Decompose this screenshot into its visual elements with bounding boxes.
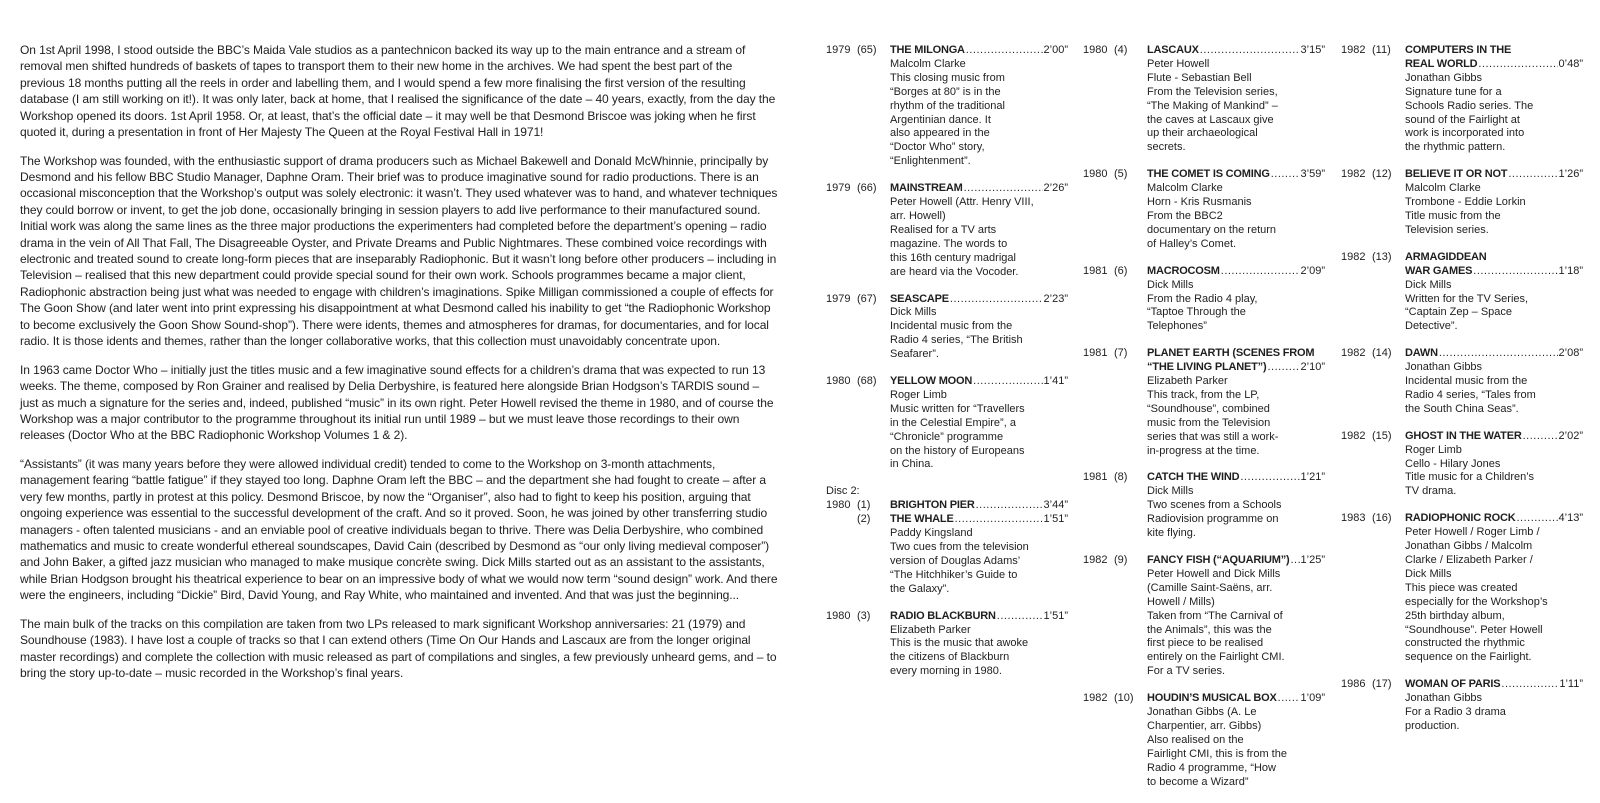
track-entry <box>1083 265 1325 335</box>
track-credit-line: the caves at Lascaux give <box>1147 113 1274 126</box>
track-title: “THE LIVING PLANET”) <box>1147 361 1267 374</box>
track-credit-line: of Halley’s Comet. <box>1147 237 1237 250</box>
track-duration: 1’21” <box>1300 471 1325 484</box>
track-year: 1979 <box>826 182 851 195</box>
track-year: 1982 <box>1341 44 1366 56</box>
track-credit-line: Music written for “Travellers <box>890 402 1025 415</box>
track-duration: 2’23” <box>1043 292 1068 305</box>
track-duration: 2’08” <box>1558 347 1583 360</box>
track-year: 1981 <box>1083 347 1108 360</box>
dot-leader <box>950 293 1043 307</box>
track-credit-line: Malcolm Clarke <box>1405 182 1481 195</box>
track-duration: 1’25” <box>1300 554 1325 566</box>
track-duration: 4’13” <box>1558 512 1583 525</box>
track-year: 1986 <box>1341 678 1366 691</box>
track-credit-line: Malcolm Clarke <box>1147 182 1223 195</box>
track-title: SEASCAPE <box>890 292 949 305</box>
track-title-row <box>1147 265 1325 279</box>
track-credit-line: Dick Mills <box>1147 278 1194 291</box>
track-title-row <box>890 182 1068 196</box>
track-year <box>826 513 857 596</box>
track-title-row <box>1147 361 1325 375</box>
track-credit-line: up their archaeological <box>1147 127 1258 140</box>
track-duration: 3’44” <box>1043 499 1068 512</box>
track-credit-line: Seafarer”. <box>890 348 939 361</box>
track-title: REAL WORLD <box>1405 57 1478 70</box>
track-entry <box>826 513 1068 596</box>
track-credit-line: kite flying. <box>1147 527 1196 540</box>
dot-leader <box>1523 430 1558 444</box>
track-number: (68) <box>857 375 877 388</box>
track-credit-line: TV drama. <box>1405 485 1457 498</box>
track-credit-line: Jonathan Gibbs <box>1405 361 1483 374</box>
track-details <box>1405 251 1583 334</box>
track-credit-line: Telephones” <box>1147 320 1207 333</box>
track-title-row <box>1147 168 1325 182</box>
track-title-row <box>890 293 1068 307</box>
track-entry <box>1341 512 1583 665</box>
track-credit-line: entirely on the Fairlight CMI. <box>1147 651 1285 664</box>
track-credit-line: For a TV series. <box>1147 665 1226 678</box>
track-credit-line: Taken from “The Carnival of <box>1147 609 1283 622</box>
track-credit-line: Dick Mills <box>890 306 937 319</box>
track-credit-line: Elizabeth Parker <box>890 623 971 636</box>
track-title: MAINSTREAM <box>890 182 963 195</box>
track-title: HOUDIN’S MUSICAL BOX <box>1147 692 1277 705</box>
track-number: (4) <box>1114 44 1128 56</box>
dot-leader <box>1271 168 1300 182</box>
track-number: (66) <box>857 182 877 195</box>
track-duration: 2’10” <box>1300 361 1325 374</box>
track-duration: 3’15” <box>1300 44 1325 56</box>
track-credit-line: “The Making of Mankind” – <box>1147 99 1278 112</box>
track-details <box>890 513 1068 596</box>
track-entry <box>826 499 1068 513</box>
track-number: (13) <box>1372 250 1392 263</box>
dot-leader <box>1200 44 1300 58</box>
track-credit-line: Schools Radio series. The <box>1405 99 1534 112</box>
track-details <box>1405 678 1583 734</box>
track-details <box>1405 512 1583 665</box>
track-credit-line: This track, from the LP, <box>1147 388 1260 401</box>
track-title-row <box>1405 347 1583 361</box>
track-credit-line: Two scenes from a Schools <box>1147 499 1282 512</box>
track-credit-line: Paddy Kingsland <box>890 527 973 540</box>
dot-leader <box>1240 471 1299 485</box>
track-credit-line: This closing music from <box>890 71 1005 84</box>
track-title-line: PLANET EARTH (SCENES FROM <box>1147 347 1315 360</box>
track-credit-line: the citizens of Blackburn <box>890 651 1010 664</box>
track-credit-line: secrets. <box>1147 141 1186 154</box>
track-number: (65) <box>857 44 877 56</box>
track-credit-line: especially for the Workshop’s <box>1405 595 1548 608</box>
track-credit-line: “Soundhouse”, combined <box>1147 402 1270 415</box>
track-year: 1980 <box>1083 168 1108 181</box>
track-title-row <box>1405 430 1583 444</box>
track-title: LASCAUX <box>1147 44 1199 56</box>
track-title: RADIOPHONIC ROCK <box>1405 512 1516 525</box>
track-credit-line: From the BBC2 <box>1147 209 1223 222</box>
track-credit-line: Jonathan Gibbs <box>1405 692 1483 705</box>
track-credit-line: “Doctor Who” story, <box>890 141 985 154</box>
track-credit-line: Jonathan Gibbs <box>1405 71 1483 84</box>
track-entry <box>826 293 1068 363</box>
track-details <box>1147 265 1325 335</box>
track-year: 1983 <box>1341 512 1366 525</box>
track-credit-line: the Animals”, this was the <box>1147 623 1272 636</box>
track-title-row <box>890 610 1068 624</box>
track-duration: 1’09” <box>1300 692 1325 705</box>
track-credit-line: From the Radio 4 play, <box>1147 292 1258 305</box>
essay-paragraph: The Workshop was founded, with the enthusiastic support of drama producers such as Michael Bakewell and Donald McWhinnie, principally by Desmond and his fellow BBC Studio Manager, Daphne Oram. Their brief was to produce imaginative sound for radio productions. There is an occasional misconception that the Workshop’s output was solely electronic: it wasn’t. They used whatever was to hand, and whatever techniques they could borrow or invent, to get the job done, occasionally bringing in session players to add live performance to their manufactured sound. Initial work was along the same lines as the three major productions the experimenters had completed before the department’s opening – radio drama in the vein of All That Fall, The Disagreeable Oyster, and Private Dreams and Public Nightmares. These combined voice recordings with electronic and treated sound to create long-form pieces that are inseparably Radiophonic. But it wasn’t long before other producers – including in Television – realised that this new department could provide special sound for their own work. Schools programmes became a major client, Radiophonic abstraction being just what was needed to engage with children’s imaginations. Spike Milligan commissioned a couple of effects for The Goon Show (and later went into print expressing his disappointment at what Desmond called his inability to get “the Radiophonic Workshop to become exclusively the Goon Show Sound-shop”). There were idents, themes and atmospheres for dramas, for documentaries, and for local radio. It is those idents and themes, rather than the longer collaborative works, that this collection must unavoidably concentrate upon. <box>20 153 778 349</box>
track-title-line: COMPUTERS IN THE <box>1405 44 1512 56</box>
track-credit-line: documentary on the return <box>1147 223 1277 236</box>
track-entry <box>1341 168 1583 238</box>
track-credit-line: this 16th century madrigal <box>890 251 1016 264</box>
track-year: 1982 <box>1341 250 1366 263</box>
track-details <box>1147 471 1325 541</box>
track-credit-line: work is incorporated into <box>1405 127 1525 140</box>
track-year: 1981 <box>1083 264 1108 277</box>
dot-leader <box>966 44 1043 58</box>
track-credit-line: Written for the TV Series, <box>1405 292 1529 305</box>
dot-leader <box>1501 678 1558 692</box>
track-title-row <box>1405 265 1583 279</box>
track-credit-line: Title music from the <box>1405 209 1501 222</box>
track-details <box>1147 168 1325 251</box>
track-credit-line: on the history of Europeans <box>890 444 1025 457</box>
track-credit-line: to become a Wizard” <box>1147 775 1249 788</box>
track-title: WAR GAMES <box>1405 264 1473 277</box>
track-duration: 3’59” <box>1300 168 1325 181</box>
track-credit-line: in China. <box>890 458 934 471</box>
track-details <box>890 499 1068 513</box>
track-credit-line: Argentinian dance. It <box>890 113 991 126</box>
track-credit-line: Also realised on the <box>1147 733 1244 746</box>
dot-leader <box>973 375 1042 389</box>
track-duration: 1’11” <box>1559 678 1583 691</box>
essay-paragraph: The main bulk of the tracks on this compilation are taken from two LPs released to mark significant Workshop anniversaries: 21 (1979) and Soundhouse (1983). I have lost a couple of tracks so that I can extend others (Time On Our Hands and Lascaux are from the longer original master recordings) and complete the collection with music released as part of compilations and singles, a few previously unheard gems, and – to bring the story up-to-date – music recorded in the Workshop’s final years. <box>20 616 777 680</box>
track-number: (15) <box>1372 429 1392 442</box>
essay-paragraph: On 1st April 1998, I stood outside the BBC’s Maida Vale studios as a pantechnicon backed its way up to the main entrance and a stream of removal men shifted hundreds of baskets of tapes to transport them to their new home in the archives. We had spent the best part of the previous 18 months putting all the reels in order and labelling them, and I would spend a few more finalising the first version of the resulting database (I am still working on it!). It was only later, back at home, that I realised the significance of the date – 40 years, exactly, from the day the Workshop opened its doors. 1st April 1958. Or, at least, that’s the official date – it may well be that Desmond Briscoe was joking when he first quoted it, during a presentation in front of Her Majesty The Queen at the Royal Festival Hall in 1971! <box>20 43 776 140</box>
track-number: (5) <box>1114 168 1128 181</box>
track-credit-line: Jonathan Gibbs / Malcolm <box>1405 540 1533 553</box>
track-credit-line: Elizabeth Parker <box>1147 375 1228 388</box>
track-credit-line: Clarke / Elizabeth Parker / <box>1405 554 1533 566</box>
track-title-row <box>1405 678 1583 692</box>
track-credit-line: Peter Howell (Attr. Henry VIII, <box>890 196 1034 209</box>
track-details <box>890 182 1068 279</box>
track-credit-line: Detective”. <box>1405 320 1458 333</box>
track-credit-line: series that was still a work- <box>1147 430 1279 443</box>
track-title-row <box>890 44 1068 58</box>
dot-leader <box>1516 512 1557 526</box>
track-year: 1979 <box>826 292 851 305</box>
track-entry <box>1083 471 1325 541</box>
track-credit-line: Jonathan Gibbs (A. Le <box>1147 706 1257 719</box>
track-title: RADIO BLACKBURN <box>890 609 996 622</box>
track-credit-line: Dick Mills <box>1405 278 1452 291</box>
track-credit-line: Flute - Sebastian Bell <box>1147 71 1252 84</box>
tracklist-column-2 <box>1083 44 1325 803</box>
track-credit-line: Title music for a Children’s <box>1405 471 1534 484</box>
track-details <box>1147 554 1325 679</box>
track-year: 1982 <box>1341 168 1366 181</box>
track-credit-line: Incidental music from the <box>890 320 1013 333</box>
track-number: (1) <box>857 499 871 512</box>
track-credit-line: magazine. The words to <box>890 237 1008 250</box>
track-credit-line: Cello - Hilary Jones <box>1405 457 1501 470</box>
track-details <box>1147 44 1325 155</box>
track-title: WOMAN OF PARIS <box>1405 678 1501 691</box>
track-credit-line: Trombone - Eddie Lorkin <box>1405 196 1526 209</box>
track-entry <box>1341 44 1583 155</box>
dot-leader <box>976 499 1043 513</box>
track-title-row <box>1147 692 1325 706</box>
track-title-row <box>1405 168 1583 182</box>
track-title: DAWN <box>1405 347 1438 360</box>
track-credit-line: This piece was created <box>1405 581 1518 594</box>
disc-2-label: Disc 2: <box>826 485 860 498</box>
tracklist-column-3 <box>1341 44 1583 747</box>
track-credit-line: in the Celestial Empire”, a <box>890 416 1016 429</box>
liner-notes-essay <box>20 42 778 694</box>
track-credit-line: Peter Howell <box>1147 57 1210 70</box>
track-duration: 2’00” <box>1043 44 1068 56</box>
track-number: (10) <box>1114 692 1134 705</box>
dot-leader <box>1508 168 1557 182</box>
track-credit-line: rhythm of the traditional <box>890 99 1005 112</box>
track-title-row <box>1405 58 1583 72</box>
track-credit-line: Radio 4 programme, “How <box>1147 761 1276 774</box>
track-credit-line: Fairlight CMI, this is from the <box>1147 747 1287 760</box>
track-details <box>1147 347 1325 458</box>
track-title-row <box>1147 44 1325 58</box>
track-title-row <box>890 375 1068 389</box>
track-details <box>890 44 1068 169</box>
track-credit-line: “The Hitchhiker’s Guide to <box>890 568 1018 581</box>
track-title: YELLOW MOON <box>890 375 973 388</box>
track-year: 1979 <box>826 44 851 56</box>
track-duration: 1’26” <box>1558 168 1583 181</box>
track-year: 1982 <box>1083 554 1108 566</box>
track-details <box>1405 430 1583 500</box>
track-credit-line: first piece to be realised <box>1147 637 1264 650</box>
dot-leader <box>997 610 1043 624</box>
track-number: (6) <box>1114 264 1128 277</box>
track-credit-line: Peter Howell / Roger Limb / <box>1405 526 1540 539</box>
track-entry <box>1083 692 1325 789</box>
dot-leader <box>1473 265 1557 279</box>
track-number: (14) <box>1372 347 1392 360</box>
track-title: THE MILONGA <box>890 44 965 56</box>
track-number: (11) <box>1372 44 1391 56</box>
track-year: 1980 <box>826 499 851 512</box>
track-number: (17) <box>1372 678 1392 691</box>
track-title: BRIGHTON PIER <box>890 499 975 512</box>
track-number: (7) <box>1114 347 1128 360</box>
dot-leader <box>1439 347 1558 361</box>
track-title: FANCY FISH (“AQUARIUM”) <box>1147 554 1290 566</box>
track-details <box>1405 44 1583 155</box>
track-credit-line: version of Douglas Adams’ <box>890 554 1021 567</box>
track-credit-line: the South China Seas”. <box>1405 402 1519 415</box>
track-credit-line: “Borges at 80” is in the <box>890 85 1001 98</box>
track-credit-line: in-progress at the time. <box>1147 444 1260 457</box>
track-duration: 1’41” <box>1043 375 1068 388</box>
track-title: BELIEVE IT OR NOT <box>1405 168 1508 181</box>
track-title-row <box>890 499 1068 513</box>
track-entry <box>1341 347 1583 417</box>
track-credit-line: 25th birthday album, <box>1405 609 1505 622</box>
track-entry <box>1341 251 1583 334</box>
track-duration: 0’48” <box>1558 57 1583 70</box>
dot-leader <box>964 182 1043 196</box>
tracklist-column-1 <box>826 44 1068 692</box>
track-credit-line: Signature tune for a <box>1405 85 1502 98</box>
track-title-row <box>890 513 1068 527</box>
track-year: 1980 <box>1083 44 1108 56</box>
track-credit-line: production. <box>1405 719 1460 732</box>
track-credit-line: Television series. <box>1405 223 1489 236</box>
track-credit-line: also appeared in the <box>890 127 990 140</box>
track-title: THE WHALE <box>890 513 954 526</box>
track-details <box>890 293 1068 363</box>
track-credit-line: For a Radio 3 drama <box>1405 706 1506 719</box>
track-details <box>890 375 1068 472</box>
track-duration: 1’51” <box>1043 609 1068 622</box>
essay-paragraph: “Assistants” (it was many years before they were allowed individual credit) tended to come to the Workshop on 3-month attachments, management fearing “battle fatigue” if they stayed too long. Daphne Oram left the BBC – and the department she had fought to create – after a very few months, partly in protest at this policy. Desmond Briscoe, by now the “Organiser”, also had to fight to keep his position, arguing that ongoing experience was essential to the successful development of the craft. And so it proved. Soon, he was joined by other transferring studio managers - often talented musicians - and an enviable pool of creative individuals began to thrive. There was Delia Derbyshire, who combined mathematics and music to create wonderful ethereal soundscapes, David Cain (described by Desmond as “our only living medieval composer”) and John Baker, a gifted jazz musician who managed to make musique concrète swing. Dick Mills started out as an assistant to the assistants, while Brian Hodgson brought his theatrical experience to bear on an impressive body of what we would now term “sound design” work. And there were the engineers, including “Dickie” Bird, David Young, and Ray White, who maintained and invented. And that was just the beginning... <box>20 456 778 603</box>
track-duration: 1’18” <box>1558 264 1583 277</box>
track-entry <box>826 44 1068 169</box>
track-credit-line: the rhythmic pattern. <box>1405 141 1506 154</box>
track-number: (3) <box>857 609 871 622</box>
track-details <box>1147 692 1325 789</box>
track-credit-line: Howell / Mills) <box>1147 595 1215 608</box>
track-credit-line: Dick Mills <box>1147 485 1194 498</box>
track-number: (12) <box>1372 168 1392 181</box>
track-year: 1982 <box>1341 347 1366 360</box>
track-title-row <box>1405 512 1583 526</box>
track-credit-line: Malcolm Clarke <box>890 57 966 70</box>
track-credit-line: “Taptoe Through the <box>1147 306 1246 319</box>
track-credit-line: Radiovision programme on <box>1147 513 1279 526</box>
track-entry <box>1341 678 1583 734</box>
dot-leader <box>1221 265 1300 279</box>
dot-leader <box>1278 692 1300 706</box>
track-title-row <box>1147 471 1325 485</box>
track-number: (9) <box>1114 554 1128 566</box>
track-entry <box>1083 168 1325 251</box>
track-credit-line: “Enlightenment”. <box>890 155 971 168</box>
track-title: GHOST IN THE WATER <box>1405 429 1522 442</box>
track-year: 1982 <box>1083 692 1108 705</box>
track-entry <box>1083 554 1325 679</box>
track-credit-line: constructed the rhythmic <box>1405 637 1525 650</box>
track-year: 1981 <box>1083 471 1108 484</box>
track-credit-line: Two cues from the television <box>890 541 1029 553</box>
track-credit-line: “Soundhouse”. Peter Howell <box>1405 623 1543 636</box>
track-year: 1980 <box>826 375 851 388</box>
track-title-line: ARMAGIDDEAN <box>1405 250 1487 263</box>
track-duration: 2’02” <box>1558 429 1583 442</box>
track-credit-line: Realised for a TV arts <box>890 223 997 236</box>
track-credit-line: music from the Television <box>1147 416 1271 429</box>
track-number: (8) <box>1114 471 1128 484</box>
track-entry <box>826 610 1068 680</box>
track-number: (67) <box>857 292 877 305</box>
track-entry <box>1083 347 1325 458</box>
track-credit-line: “Captain Zep – Space <box>1405 306 1513 319</box>
track-credit-line: Horn - Kris Rusmanis <box>1147 196 1252 209</box>
track-credit-line: Roger Limb <box>890 388 947 401</box>
track-title-row <box>1147 554 1325 568</box>
track-credit-line: sequence on the Fairlight. <box>1405 651 1532 664</box>
track-credit-line: the Galaxy”. <box>890 582 950 595</box>
track-credit-line: This is the music that awoke <box>890 637 1029 650</box>
track-credit-line: Radio 4 series, “Tales from <box>1405 388 1536 401</box>
track-credit-line: Dick Mills <box>1405 567 1452 580</box>
track-year: 1982 <box>1341 429 1366 442</box>
dot-leader <box>1290 554 1299 568</box>
track-credit-line: (Camille Saint-Saëns, arr. <box>1147 581 1273 594</box>
track-credit-line: Incidental music from the <box>1405 375 1528 388</box>
track-credit-line: are heard via the Vocoder. <box>890 265 1019 278</box>
track-number: (2) <box>857 513 871 526</box>
dot-leader <box>955 513 1043 527</box>
essay-paragraph: In 1963 came Doctor Who – initially just the titles music and a few imaginative sound effects for a children’s drama that was expected to run 13 weeks. The theme, composed by Ron Grainer and realised by Delia Derbyshire, is featured here alongside Brian Hodgson’s TARDIS sound – just as much a signature for the series and, indeed, published “music” in its own right. Peter Howell revised the theme in 1980, and of course the Workshop was a major contributor to the programme throughout its initial run until 1989 – but we must leave those recordings to their own releases (Doctor Who at the BBC Radiophonic Workshop Volumes 1 & 2). <box>20 362 774 443</box>
track-entry <box>1083 44 1325 155</box>
track-details <box>1405 347 1583 417</box>
track-title: MACROCOSM <box>1147 264 1220 277</box>
track-entry <box>1341 430 1583 500</box>
track-credit-line: Peter Howell and Dick Mills <box>1147 567 1281 580</box>
dot-leader <box>1267 361 1299 375</box>
track-entry <box>826 375 1068 472</box>
track-details <box>890 610 1068 680</box>
track-credit-line: “Chronicle” programme <box>890 430 1004 443</box>
track-credit-line: arr. Howell) <box>890 209 946 222</box>
track-details <box>1405 168 1583 238</box>
track-entry <box>826 182 1068 279</box>
track-title: THE COMET IS COMING <box>1147 168 1270 181</box>
track-year: 1980 <box>826 609 851 622</box>
track-credit-line: Roger Limb <box>1405 443 1462 456</box>
track-duration: 1’51” <box>1043 513 1068 526</box>
dot-leader <box>1478 58 1557 72</box>
track-credit-line: every morning in 1980. <box>890 665 1002 678</box>
track-title: CATCH THE WIND <box>1147 471 1240 484</box>
track-duration: 2’09” <box>1300 264 1325 277</box>
track-duration: 2’26” <box>1043 182 1068 195</box>
track-credit-line: Charpentier, arr. Gibbs) <box>1147 719 1262 732</box>
track-credit-line: sound of the Fairlight at <box>1405 113 1520 126</box>
track-credit-line: Radio 4 series, “The British <box>890 334 1023 347</box>
track-number: (16) <box>1372 512 1392 525</box>
track-credit-line: From the Television series, <box>1147 85 1278 98</box>
